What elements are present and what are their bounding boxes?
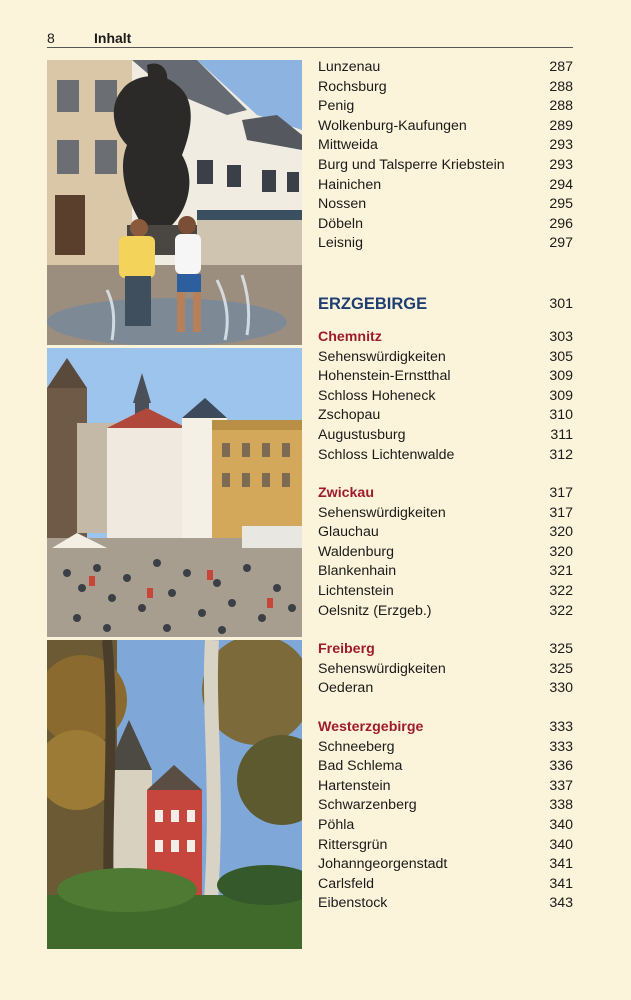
toc-page-number: 293 [549,137,573,154]
toc-entry [318,504,573,524]
toc-entry-title: Penig [318,98,355,115]
toc-entry [318,660,573,680]
toc-entry [318,582,573,602]
toc-entry-title: Sehenswürdigkeiten [318,348,446,365]
toc-entry-title: Rochsburg [318,78,387,95]
toc-page-number: 295 [549,196,573,213]
toc-page-number: 320 [549,543,573,560]
toc-entry-title: Wolkenburg-Kaufungen [318,117,467,134]
toc-entry-title: Schneeberg [318,738,395,755]
toc-page-number: 333 [549,738,573,755]
section-heading [318,328,573,348]
photo-column [47,60,302,949]
toc-entry-title: Schloss Lichtenwalde [318,446,455,463]
page-number: 8 [47,30,55,46]
section-heading [318,484,573,504]
toc-entry-title: Leisnig [318,235,363,252]
toc-page-number: 296 [549,215,573,232]
toc-entry [318,816,573,836]
toc-entry [318,738,573,758]
toc-entry [318,855,573,875]
toc-entry-title: Hohenstein-Ernstthal [318,368,451,385]
toc-page-number: 287 [549,59,573,75]
toc-page-number: 301 [549,295,573,312]
toc-page-number: 341 [549,875,573,892]
toc-entry [318,796,573,816]
toc-entry [318,387,573,407]
toc-entry-title: Lichtenstein [318,583,394,600]
toc-page-number: 322 [549,583,573,600]
chapter-heading [318,292,573,316]
toc-entry-title: Westerzgebirge [318,719,424,736]
toc-page-number: 303 [549,328,573,345]
section-title: Inhalt [94,30,132,46]
toc-entry-title: Sehenswürdigkeiten [318,504,446,521]
toc-entry-title: Nossen [318,196,367,213]
toc-page-number: 317 [549,504,573,521]
toc-entry-title: Pöhla [318,817,355,833]
toc-entry-title: Zschopau [318,407,381,424]
toc-entry [318,195,573,215]
toc-entry-title: Schwarzenberg [318,797,417,814]
toc-entry-title: Hartenstein [318,777,391,794]
toc-page-number: 338 [549,797,573,814]
market-square-photo [47,348,302,637]
toc-page-number: 340 [549,836,573,853]
toc-entry [318,406,573,426]
toc-entry [318,215,573,235]
toc-entry [318,679,573,699]
toc-page-number: 330 [549,680,573,697]
toc-page-number: 337 [549,777,573,794]
toc-entry [318,777,573,797]
toc-entry-title: Bad Schlema [318,758,403,775]
toc-page-number: 288 [549,98,573,115]
toc-entry [318,426,573,446]
toc-entry-title: Zwickau [318,485,374,502]
toc-page-number: 325 [549,660,573,677]
toc-entry-title: Schloss Hoheneck [318,387,436,404]
toc-entry-title: Blankenhain [318,563,397,580]
toc-page-number: 325 [549,641,573,658]
toc-entry-title: Eibenstock [318,895,388,912]
toc-entry [318,117,573,137]
toc-entry [318,543,573,563]
toc-entry-title: Glauchau [318,524,379,541]
toc-entry-title: Sehenswürdigkeiten [318,660,446,677]
toc-entry [318,348,573,368]
page-header [47,30,573,48]
toc-page-number: 305 [549,348,573,365]
toc-page-number: 321 [549,563,573,580]
section-heading [318,718,573,738]
toc-entry [318,875,573,895]
toc-page-number: 310 [549,407,573,424]
toc-entry-title: Lunzenau [318,59,381,75]
toc-entry-title: ERZGEBIRGE [318,294,428,313]
toc-entry-title: Rittersgrün [318,836,388,853]
toc-entry-title: Burg und Talsperre Kriebstein [318,156,505,173]
toc-entry [318,97,573,117]
toc-entry [318,602,573,622]
table-of-contents [318,58,573,914]
toc-page-number: 311 [550,426,573,443]
toc-page-number: 343 [549,895,573,912]
toc-page-number: 293 [549,156,573,173]
toc-entry [318,136,573,156]
fountain-photo [47,60,302,345]
toc-entry-title: Johanngeorgenstadt [318,856,448,873]
toc-page-number: 320 [549,524,573,541]
toc-entry-title: Carlsfeld [318,875,374,892]
toc-entry [318,78,573,98]
toc-page-number: 333 [549,719,573,736]
toc-page-number: 297 [549,235,573,252]
toc-entry-title: Döbeln [318,215,363,232]
toc-page-number: 309 [549,387,573,404]
toc-entry [318,156,573,176]
toc-page-number: 294 [549,176,573,193]
toc-page-number: 288 [549,78,573,95]
toc-entry [318,234,573,254]
toc-entry-title: Oelsnitz (Erzgeb.) [318,602,432,619]
section-heading [318,640,573,660]
toc-entry [318,176,573,196]
toc-entry [318,523,573,543]
toc-page-number: 317 [549,485,573,502]
toc-page-number: 341 [549,856,573,873]
toc-entry-title: Mittweida [318,137,378,154]
toc-page-number: 322 [549,602,573,619]
toc-entry [318,894,573,914]
toc-entry [318,446,573,466]
castle-park-photo [47,640,302,949]
toc-page-number: 309 [549,368,573,385]
toc-entry-title: Chemnitz [318,328,382,345]
toc-entry-title: Oederan [318,680,374,697]
toc-entry [318,562,573,582]
toc-entry [318,836,573,856]
toc-entry-title: Waldenburg [318,543,394,560]
toc-page-number: 289 [549,117,573,134]
toc-entry [318,58,573,78]
toc-entry [318,367,573,387]
toc-page-number: 340 [549,817,573,833]
toc-page-number: 312 [549,446,573,463]
toc-page-number: 336 [549,758,573,775]
toc-entry-title: Freiberg [318,641,375,658]
toc-entry-title: Augustusburg [318,426,406,443]
toc-entry-title: Hainichen [318,176,382,193]
toc-entry [318,757,573,777]
